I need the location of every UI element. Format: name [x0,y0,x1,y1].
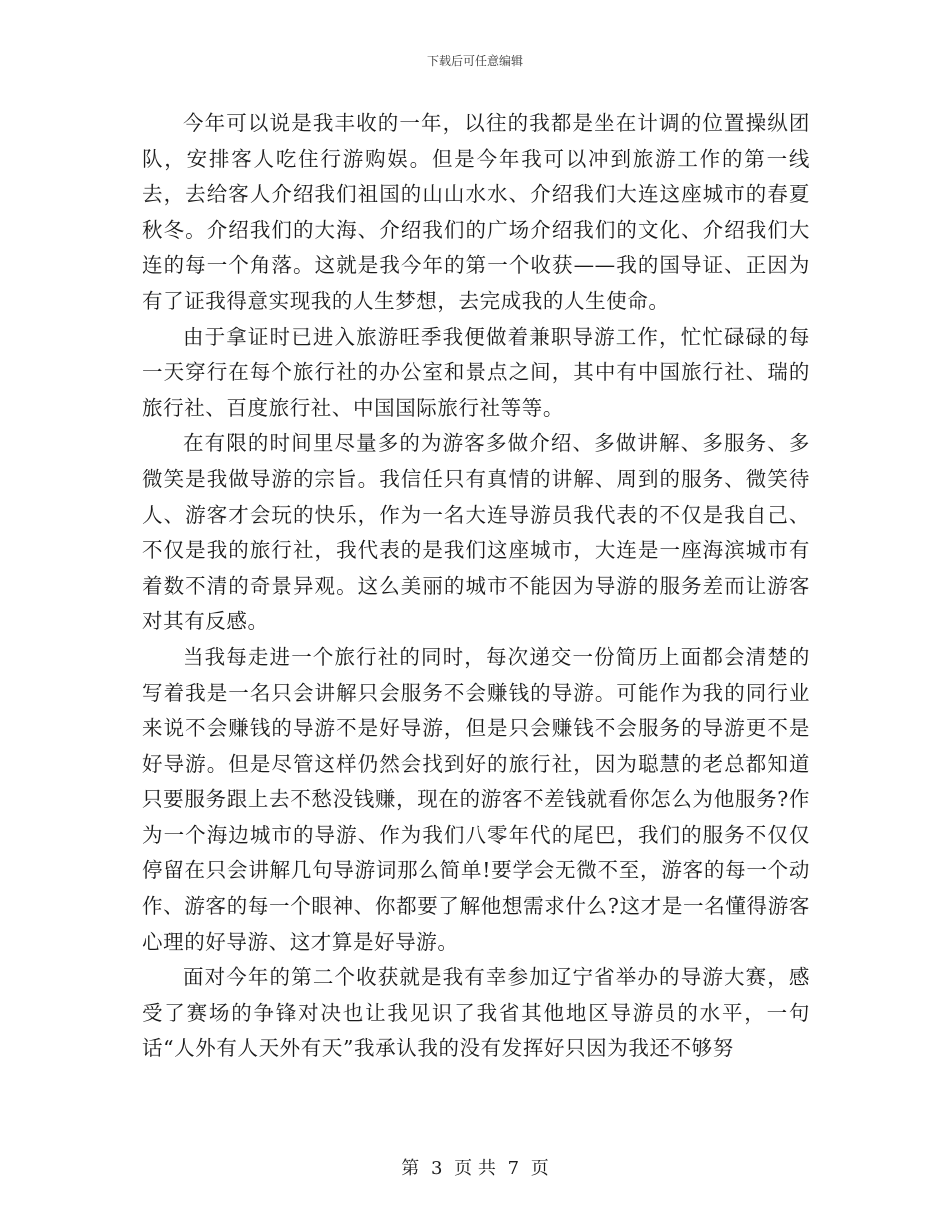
paragraph-2: 由于拿证时已进入旅游旺季我便做着兼职导游工作，忙忙碌碌的每一天穿行在每个旅行社的办公室和景点之间，其中有中国旅行社、瑞的旅行社、百度旅行社、中国国际旅行社等等。 [142,324,810,420]
paragraph-1: 今年可以说是我丰收的一年，以往的我都是坐在计调的位置操纵团队，安排客人吃住行游购娱。但是今年我可以冲到旅游工作的第一线去，去给客人介绍我们祖国的山山水水、介绍我们大连这座城市的春夏秋冬。介绍我们的大海、介绍我们的广场介绍我们的文化、介绍我们大连的每一个角落。这就是我今年的第一个收获——我的国导证、正因为有了证我得意实现我的人生梦想，去完成我的人生使命。 [142,111,810,313]
footer-prefix: 第 [401,1158,420,1179]
paragraph-4: 当我每走进一个旅行社的同时，每次递交一份简历上面都会清楚的写着我是一名只会讲解只会服务不会赚钱的导游。可能作为我的同行业来说不会赚钱的导游不是好导游，但是只会赚钱不会服务的导游更不是好导游。但是尽管这样仍然会找到好的旅行社，因为聪慧的老总都知道只要服务跟上去不愁没钱赚，现在的游客不差钱就看你怎么为他服务?作为一个海边城市的导游、作为我们八零年代的尾巴，我们的服务不仅仅停留在只会讲解几句导游词那么简单!要学会无微不至，游客的每一个动作、游客的每一个眼神、你都要了解他想需求什么?这才是一名懂得游客心理的好导游、这才算是好导游。 [142,644,810,954]
page-footer [0,1154,950,1180]
footer-middle: 页 共 [454,1158,496,1179]
page-header: 下载后可任意编辑 [426,54,523,68]
footer-total-pages: 7 [507,1158,520,1179]
footer-current-page: 3 [430,1158,443,1179]
paragraph-5: 面对今年的第二个收获就是我有幸参加辽宁省举办的导游大赛，感受了赛场的争锋对决也让我见识了我省其他地区导游员的水平，一句话“人外有人天外有天”我承认我的没有发挥好只因为我还不够努 [142,965,810,1061]
document-body [142,106,810,1067]
paragraph-3: 在有限的时间里尽量多的为游客多做介绍、多做讲解、多服务、多微笑是我做导游的宗旨。我信任只有真情的讲解、周到的服务、微笑待人、游客才会玩的快乐，作为一名大连导游员我代表的不仅是我自己、不仅是我的旅行社，我代表的是我们这座城市，大连是一座海滨城市有着数不清的奇景异观。这么美丽的城市不能因为导游的服务差而让游客对其有反感。 [142,431,810,634]
footer-suffix: 页 [530,1158,549,1179]
